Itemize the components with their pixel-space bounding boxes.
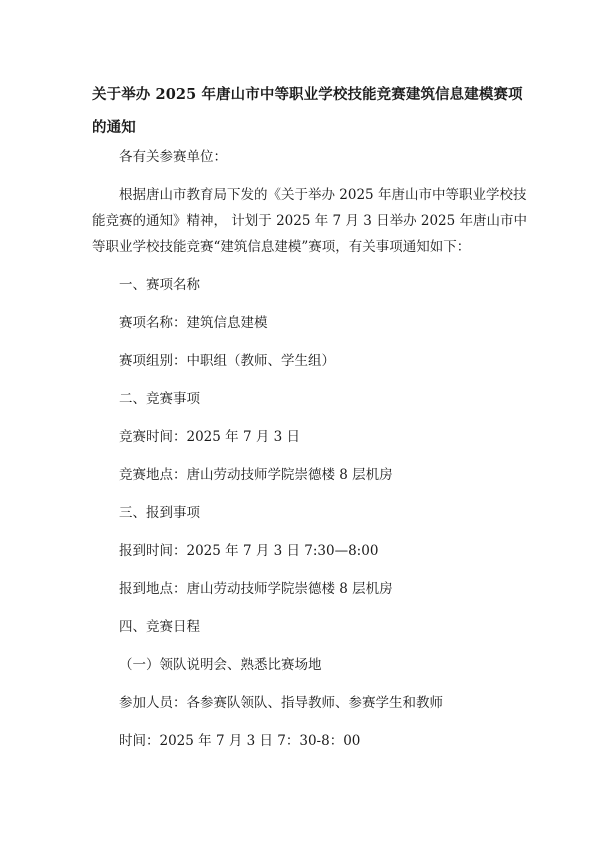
- section-2-line-1: 竞赛时间：2025 年 7 月 3 日: [119, 429, 300, 445]
- document-title: 关于举办 2025 年唐山市中等职业学校技能竞赛建筑信息建模赛项的通知: [92, 86, 523, 136]
- section-2-line-2: 竞赛地点：唐山劳动技师学院崇德楼 8 层机房: [119, 467, 393, 483]
- section-heading-2: 二、竞赛事项: [119, 391, 200, 407]
- section-heading-1: 一、赛项名称: [119, 277, 200, 293]
- section-1-line-2: 赛项组别：中职组（教师、学生组）: [119, 353, 335, 369]
- section-heading-3: 三、报到事项: [119, 505, 200, 521]
- salutation: 各有关参赛单位：: [119, 149, 227, 165]
- section-3-line-1: 报到时间：2025 年 7 月 3 日 7:30—8:00: [119, 543, 379, 559]
- intro-paragraph: 根据唐山市教育局下发的《关于举办 2025 年唐山市中等职业学校技能竞赛的通知》精神， 计划于 2025 年 7 月 3 日举办 2025 年唐山市中等职业学校技能竞赛“建筑信息建模”赛项，有关事项通知如下：: [92, 187, 528, 255]
- section-1-line-1: 赛项名称：建筑信息建模: [119, 315, 268, 331]
- section-3-line-2: 报到地点：唐山劳动技师学院崇德楼 8 层机房: [119, 581, 393, 597]
- section-heading-4: 四、竞赛日程: [119, 619, 200, 635]
- section-4-line-3: 时间：2025 年 7 月 3 日 7：30-8：00: [119, 733, 361, 749]
- section-4-line-1: （一）领队说明会、熟悉比赛场地: [119, 657, 322, 673]
- section-4-line-2: 参加人员：各参赛队领队、指导教师、参赛学生和教师: [119, 695, 443, 711]
- document-body: [92, 144, 532, 754]
